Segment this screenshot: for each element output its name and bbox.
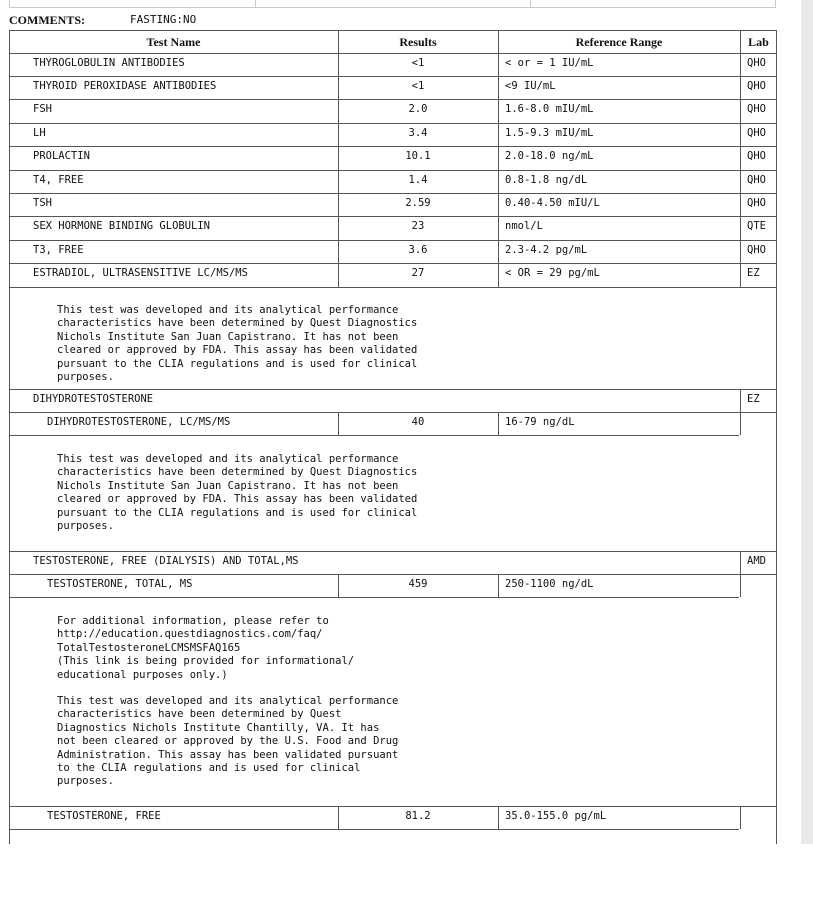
test-name: DIHYDROTESTOSTERONE, LC/MS/MS [47,416,231,428]
reference-range: 250-1100 ng/dL [505,578,594,590]
lab-code: EZ [747,393,760,405]
column-header-test-name: Test Name [146,35,201,49]
reference-range: 2.0-18.0 ng/mL [505,150,594,162]
reference-range: 35.0-155.0 pg/mL [505,810,607,822]
assay-note-estradiol: This test was developed and its analytical performance characteristics have been determined by Quest Diagnostics Nichols Institute San Juan Capistrano. It has not been cleared or approved by FDA. This assay has been validated pursuant to the CLIA regulations and is used for clinical purposes. [57,304,418,384]
test-result: <1 [411,80,425,92]
test-result: 40 [411,416,425,428]
lab-code: QHO [747,127,766,139]
lab-code: QHO [747,103,766,115]
test-name: T4, FREE [33,174,84,186]
reference-range: < or = 1 IU/mL [505,57,594,69]
comments-value: FASTING:NO [130,13,197,26]
column-header-lab: Lab [748,35,769,49]
test-result: 81.2 [405,810,431,822]
test-result: <1 [411,57,425,69]
test-result: 1.4 [408,174,428,186]
test-name: TSH [33,197,52,209]
reference-range: 16-79 ng/dL [505,416,575,428]
test-name: LH [33,127,46,139]
reference-range: 1.6-8.0 mIU/mL [505,103,594,115]
test-name: T3, FREE [33,244,84,256]
lab-code: QHO [747,174,766,186]
reference-range: 2.3-4.2 pg/mL [505,244,588,256]
assay-note-testosterone: This test was developed and its analytical performance characteristics have been determined by Quest Diagnostics Nichols Institute Chantilly, VA. It has not been cleared or approved by the U.S. Food and Drug Administration. This assay has been validated pursuant to the CLIA regulations and is used for clinical purposes. [57,695,399,788]
column-header-reference-range: Reference Range [575,35,663,49]
assay-note-dht: This test was developed and its analytical performance characteristics have been determined by Quest Diagnostics Nichols Institute San Juan Capistrano. It has not been cleared or approved by FDA. This assay has been validated pursuant to the CLIA regulations and is used for clinical purposes. [57,453,418,533]
test-result: 2.59 [405,197,431,209]
lab-code: EZ [747,267,760,279]
lab-code: QTE [747,220,766,232]
test-result: 27 [411,267,425,279]
reference-range: <9 IU/mL [505,80,556,92]
reference-range: 1.5-9.3 mIU/mL [505,127,594,139]
reference-range: 0.40-4.50 mIU/L [505,197,600,209]
column-header-results: Results [399,35,437,49]
lab-code: QHO [747,57,766,69]
lab-code: QHO [747,244,766,256]
test-result: 23 [411,220,425,232]
group-name-dihydrotestosterone: DIHYDROTESTOSTERONE [33,393,154,405]
results-table [9,30,777,844]
test-name: THYROID PEROXIDASE ANTIBODIES [33,80,217,92]
comments-label: COMMENTS: [9,13,85,27]
test-name: PROLACTIN [33,150,90,162]
lab-code: AMD [747,555,766,567]
previous-table-stub [9,0,776,8]
lab-code: QHO [747,150,766,162]
test-result: 3.6 [408,244,428,256]
test-name: TESTOSTERONE, FREE [47,810,161,822]
lab-code: QHO [747,80,766,92]
test-name: TESTOSTERONE, TOTAL, MS [47,578,193,590]
reference-range: < OR = 29 pg/mL [505,267,600,279]
reference-range: 0.8-1.8 ng/dL [505,174,588,186]
test-result: 2.0 [408,103,428,115]
info-note-testosterone: For additional information, please refer to http://education.questdiagnostics.com/faq/ TotalTestosteroneLCMSMSFAQ165 (This link is being provided for informational/ educational purposes only.) [57,615,355,681]
reference-range: nmol/L [505,220,543,232]
test-name: FSH [33,103,52,115]
test-result: 3.4 [408,127,428,139]
test-name: ESTRADIOL, ULTRASENSITIVE LC/MS/MS [33,267,248,279]
lab-code: QHO [747,197,766,209]
test-name: THYROGLOBULIN ANTIBODIES [33,57,185,69]
test-name: SEX HORMONE BINDING GLOBULIN [33,220,211,232]
vertical-scrollbar[interactable] [801,0,813,844]
test-result: 459 [408,578,428,590]
group-name-testosterone: TESTOSTERONE, FREE (DIALYSIS) AND TOTAL,MS [33,555,299,567]
test-result: 10.1 [405,150,431,162]
